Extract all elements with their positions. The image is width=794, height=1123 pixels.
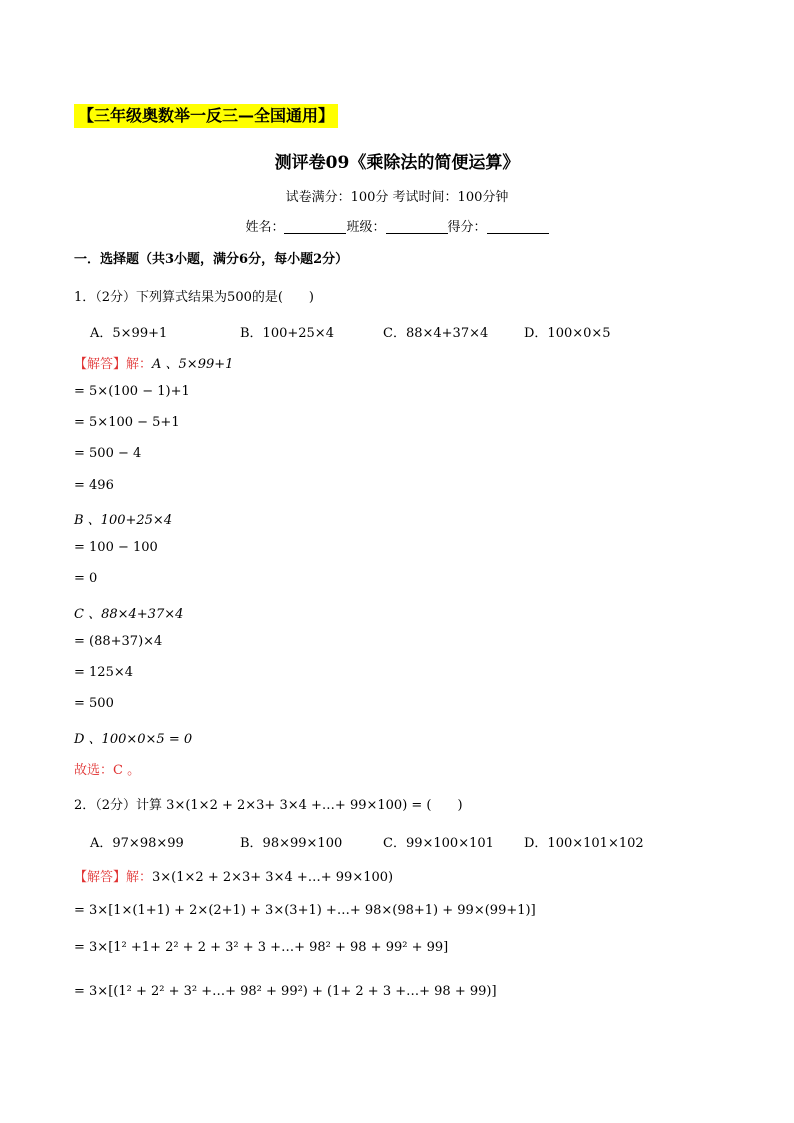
q1-option-b[interactable]: B．100+25×4: [240, 326, 334, 341]
score-label: 得分：: [447, 220, 487, 235]
q2-option-a[interactable]: A．97×98×99: [90, 836, 184, 851]
name-blank[interactable]: [284, 219, 346, 234]
solution-line: = 125×4: [74, 665, 134, 680]
solution-line: B 、100+25×4: [74, 513, 173, 528]
question-2-options: [90, 832, 710, 850]
solution-line: = 0: [74, 571, 98, 586]
q2-option-d[interactable]: D．100×101×102: [524, 836, 644, 851]
solution-line: = 5×(100 − 1)+1: [74, 384, 190, 399]
series-banner: 【三年级奥数举一反三—全国通用】: [74, 104, 338, 128]
solution-line: D 、100×0×5 = 0: [74, 732, 193, 747]
q1-final-choice: 故选：C 。: [74, 763, 141, 778]
solution-line: = 3×[1² +1+ 2² + 2 + 3² + 3 +…+ 98² + 98 + 99² + 99]: [74, 940, 449, 955]
solution-line: = 500: [74, 696, 114, 711]
solution-line: = 3×[1×(1+1) + 2×(2+1) + 3×(3+1) +…+ 98×(98+1) + 99×(99+1)]: [74, 903, 536, 918]
solution-line: = 100 − 100: [74, 540, 158, 555]
class-label: 班级：: [346, 220, 386, 235]
q2-option-b[interactable]: B．98×99×100: [240, 836, 343, 851]
solution-line: = 500 − 4: [74, 446, 142, 461]
class-blank[interactable]: [386, 219, 448, 234]
solution-line: 3×(1×2 + 2×3+ 3×4 +…+ 99×100): [152, 870, 394, 885]
q1-option-a[interactable]: A．5×99+1: [90, 326, 168, 341]
score-blank[interactable]: [487, 219, 549, 234]
name-label: 姓名：: [245, 220, 285, 235]
q1-solution-start: [74, 353, 233, 372]
solution-line: = 5×100 − 5+1: [74, 415, 180, 430]
question-1-options: [90, 322, 690, 340]
student-info-row: [0, 216, 794, 235]
page-title: 测评卷09《乘除法的简便运算》: [274, 153, 520, 173]
exam-meta: 试卷满分：100分 考试时间：100分钟: [285, 190, 509, 205]
solution-line: = (88+37)×4: [74, 634, 163, 649]
q1-option-c[interactable]: C．88×4+37×4: [383, 326, 489, 341]
solution-line: C 、88×4+37×4: [74, 607, 184, 622]
section-heading: 一．选择题（共3小题，满分6分，每小题2分）: [74, 252, 349, 267]
solution-line: A 、5×99+1: [152, 357, 234, 372]
q2-solution-start: [74, 866, 393, 885]
question-2-stem: 2．（2分）计算 3×(1×2 + 2×3+ 3×4 +…+ 99×100) = ( ): [74, 798, 463, 813]
question-1-stem: 1．（2分）下列算式结果为500的是( ): [74, 290, 314, 305]
q2-option-c[interactable]: C．99×100×101: [383, 836, 494, 851]
q1-option-d[interactable]: D．100×0×5: [524, 326, 611, 341]
answer-tag: 【解答】解：: [74, 870, 153, 885]
solution-line: = 496: [74, 478, 114, 493]
answer-tag: 【解答】解：: [74, 357, 153, 372]
solution-line: = 3×[(1² + 2² + 3² +…+ 98² + 99²) + (1+ 2 + 3 +…+ 98 + 99)]: [74, 984, 497, 999]
